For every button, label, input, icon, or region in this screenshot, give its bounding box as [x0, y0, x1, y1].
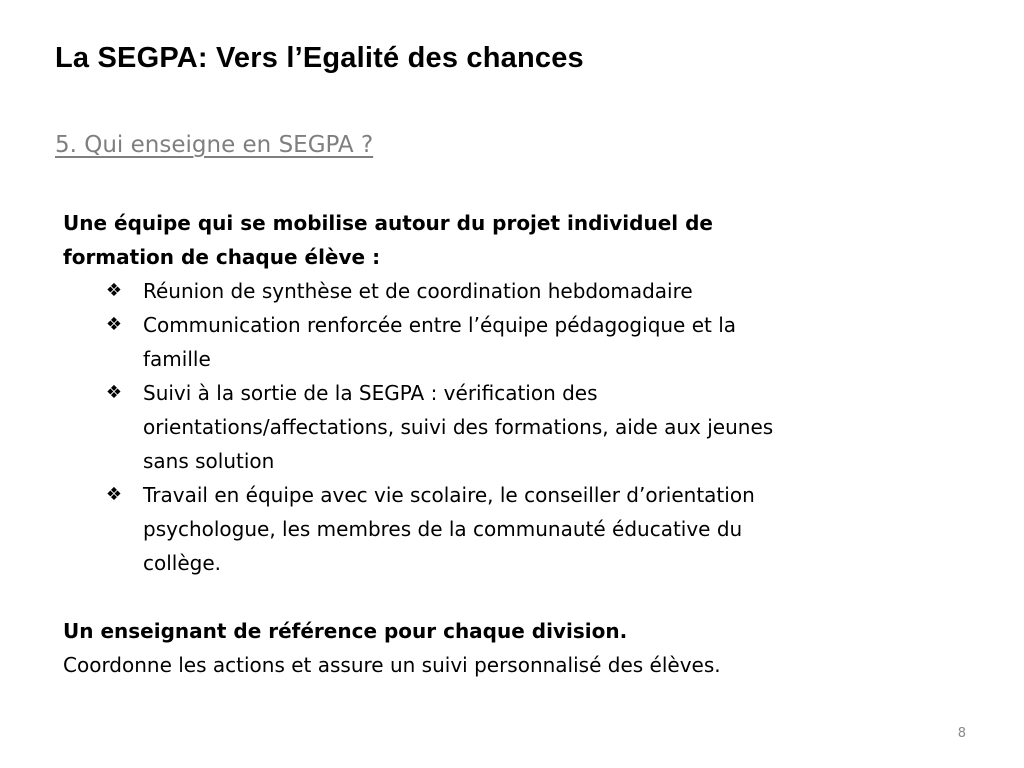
list-item-text: Réunion de synthèse et de coordination hebdomadaire [143, 279, 693, 303]
list-item-text: Travail en équipe avec vie scolaire, le conseiller d’orientation psychologue, les membres de la communauté éducative du collège. [143, 483, 755, 575]
diamond-bullet-icon: ❖ [105, 484, 123, 505]
diamond-bullet-icon: ❖ [105, 382, 123, 403]
list-item [63, 308, 803, 376]
page-number: 8 [957, 726, 966, 741]
list-item [63, 376, 803, 478]
list-item [63, 478, 803, 580]
list-item [63, 274, 803, 308]
paragraph-spacer [63, 580, 823, 614]
section-subtitle: 5. Qui enseigne en SEGPA ? [55, 132, 374, 158]
list-item-text: Communication renforcée entre l’équipe pédagogique et la famille [143, 313, 737, 371]
bullet-list [63, 274, 823, 580]
slide-title: La SEGPA: Vers l’Egalité des chances [55, 42, 584, 74]
referent-text: Coordonne les actions et assure un suivi personnalisé des élèves. [63, 653, 721, 677]
slide-content [63, 206, 823, 682]
diamond-bullet-icon: ❖ [105, 280, 123, 301]
intro-paragraph: Une équipe qui se mobilise autour du projet individuel de formation de chaque élève : [63, 211, 713, 269]
diamond-bullet-icon: ❖ [105, 314, 123, 335]
referent-heading: Un enseignant de référence pour chaque division. [63, 619, 628, 643]
list-item-text: Suivi à la sortie de la SEGPA : vérification des orientations/affectations, suivi des formations, aide aux jeunes sans solution [143, 381, 774, 473]
